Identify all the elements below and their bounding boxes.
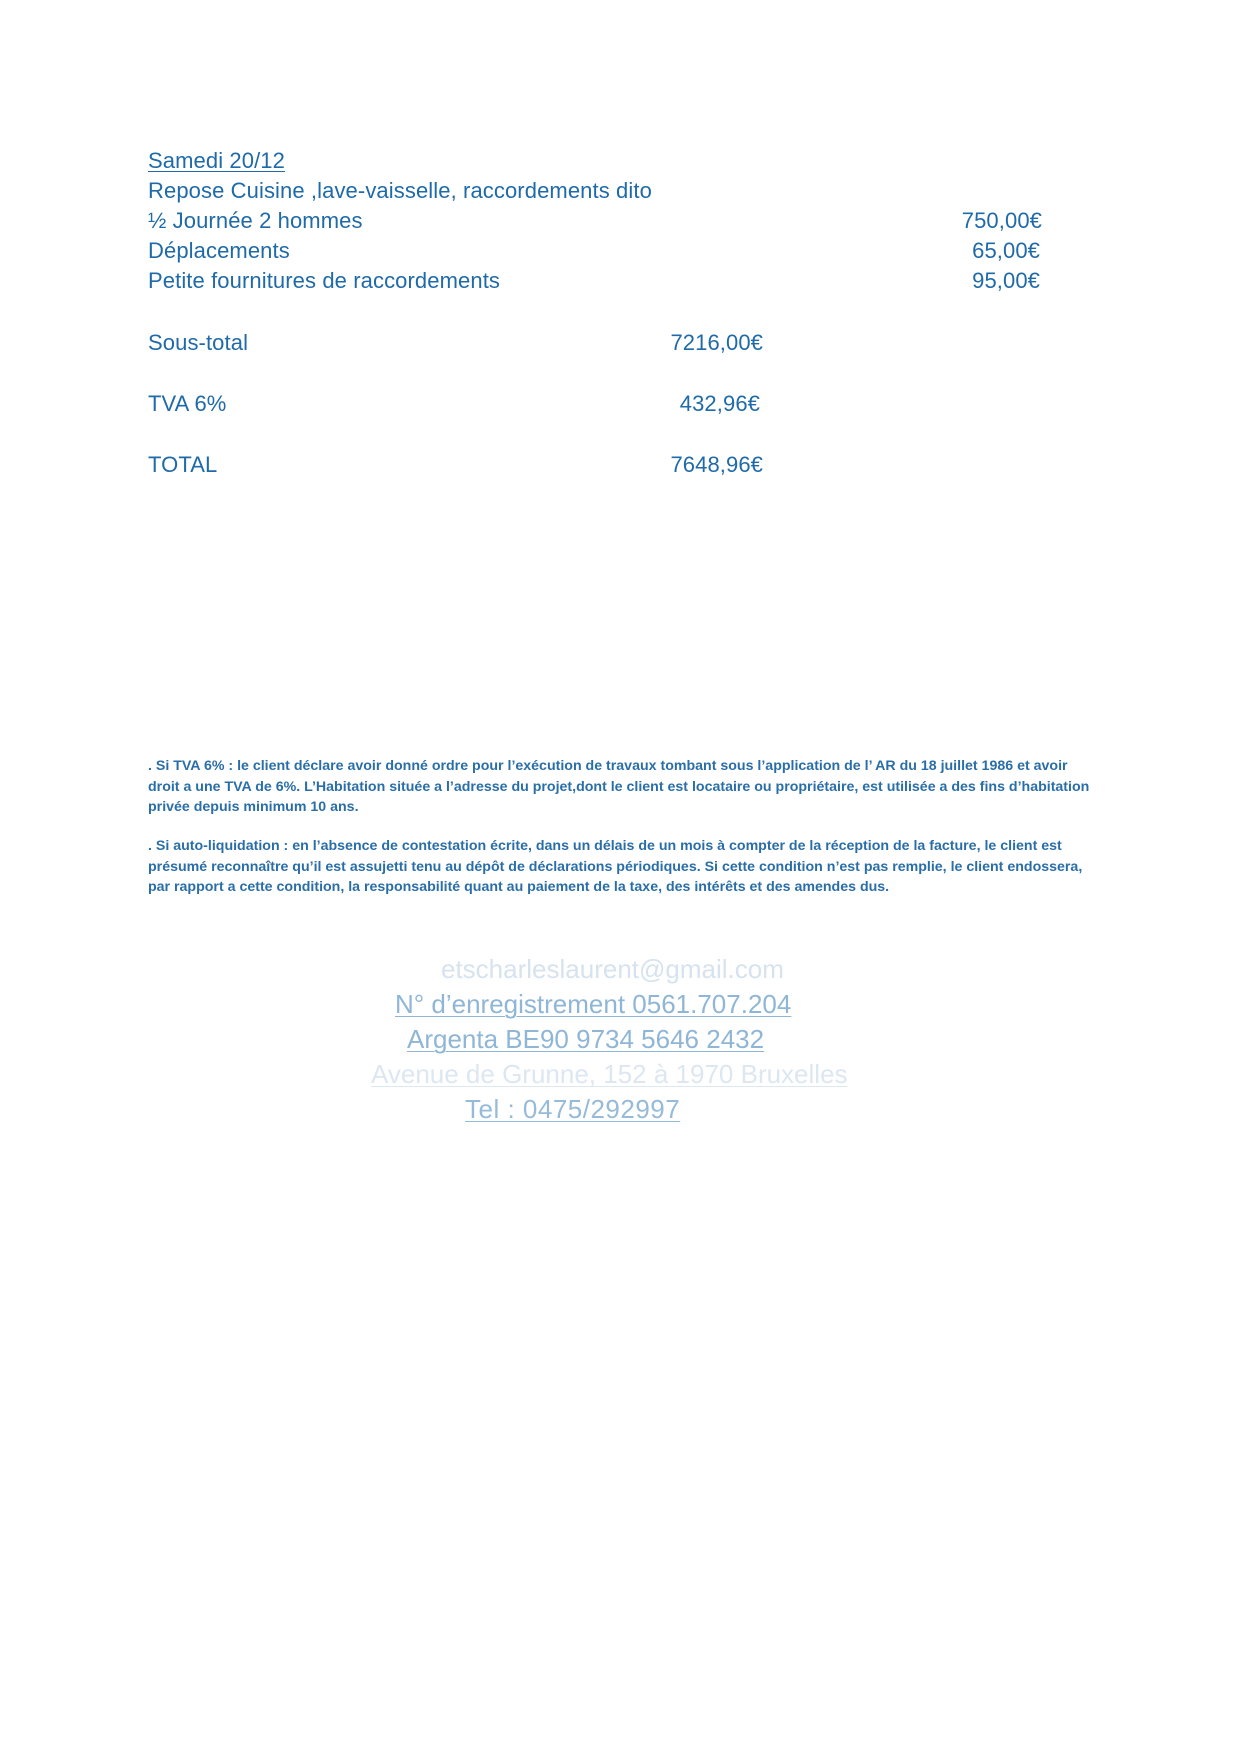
legal-reverse-charge-text: . Si auto-liquidation : en l’absence de contestation écrite, dans un délais de un mois à compter de la réception de la facture, le client est présumé reconnaître qu’il est assujetti tenu au dépôt de déclarations périodiques. Si cette condition n’est pas remplie, le client endossera, par rapport a cette condition, la responsabilité quant au paiement de la taxe, des intérêts et des amendes dus. [148,838,1083,895]
legal-vat-text: . Si TVA 6% : le client déclare avoir donné ordre pour l’exécution de travaux tombant sous l’application de l’ AR du 18 juillet 1986 et avoir droit a une TVA de 6%. L’Habitation située a l’adresse du projet,dont le client est locataire ou propriétaire, est utilisée a des fins d’habitation privée depuis minimum 10 ans. [148,758,1090,815]
vat-value: 432,96€ [679,391,760,416]
subtotal-label: Sous-total [148,330,249,355]
subtotal-value: 7216,00€ [670,330,763,355]
line-item-amount: 750,00€ [961,208,1042,233]
footer-email[interactable]: etscharleslaurent@gmail.com [441,954,784,984]
footer-phone[interactable]: Tel : 0475/292997 [465,1094,681,1124]
line-item-label: ½ Journée 2 hommes [148,208,363,233]
footer-bank-account: Argenta BE90 9734 5646 2432 [407,1024,765,1054]
line-item-label: Déplacements [148,238,290,263]
line-item-amount: 65,00€ [972,238,1040,263]
legal-reverse-charge-clause [148,836,1098,898]
vat-label: TVA 6% [148,391,227,416]
footer-address: Avenue de Grunne, 152 à 1970 Bruxelles [371,1059,848,1089]
total-label: TOTAL [148,452,218,477]
footer-registration-number: N° d’enregistrement 0561.707.204 [395,989,792,1019]
total-value: 7648,96€ [670,452,763,477]
invoice-description: Repose Cuisine ,lave-vaisselle, raccordements dito [148,178,652,203]
legal-vat-clause [148,756,1098,818]
invoice-date-heading: Samedi 20/12 [148,148,285,173]
line-item-amount: 95,00€ [972,268,1040,293]
line-item-label: Petite fournitures de raccordements [148,268,501,293]
